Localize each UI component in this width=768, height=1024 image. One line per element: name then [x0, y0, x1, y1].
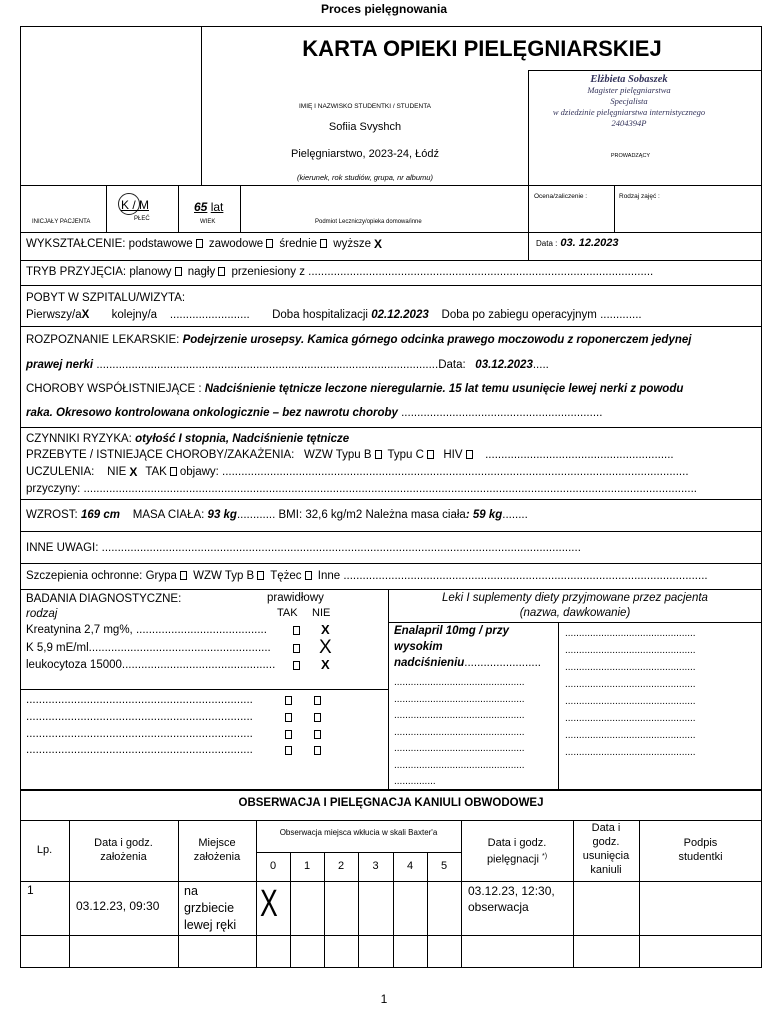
page-header: Proces pielęgnowania: [320, 2, 448, 16]
stamp-field: w dziedzinie pielęgniarstwa internistycznego: [552, 107, 706, 117]
diag-row-1-yes[interactable]: [293, 626, 300, 635]
scale-5: 5: [440, 860, 448, 872]
col-observation: Obserwacja miejsca wkłucia w skali Baxter'a: [279, 828, 438, 837]
student-program: Pielęgniarstwo, 2023-24, Łódź: [291, 148, 439, 160]
col-care-sup: *): [541, 853, 548, 860]
vaccine-flu: Grypa: [145, 570, 177, 582]
notes-row: [26, 541, 581, 555]
col-lp: Lp.: [36, 844, 53, 856]
diag-empty-3-no[interactable]: [314, 730, 321, 739]
meds-line: ...............................................: [565, 713, 696, 724]
education-basic-checkbox[interactable]: [196, 239, 203, 248]
row-care-1: 03.12.23, 12:30,: [468, 884, 555, 898]
meds-line: ...............................................: [565, 679, 696, 690]
stay-first: Pierwszy/a: [26, 309, 82, 321]
infection-dots: ...........................................................: [485, 449, 674, 461]
body-row: [26, 508, 528, 522]
age-unit: lat: [210, 200, 224, 214]
allergy-row: [26, 465, 689, 479]
allergy-label: UCZULENIA:: [26, 466, 95, 478]
vaccine-wzw-checkbox[interactable]: [257, 571, 264, 580]
row-place-1: na: [184, 884, 198, 898]
meds-line: ...............................................: [565, 628, 696, 639]
stay-first-mark: X: [81, 309, 90, 321]
col-removal: [573, 821, 639, 877]
education-vocational: zawodowe: [208, 238, 264, 250]
diag-empty-3: .......................................................................: [26, 728, 253, 740]
meds-line: ...............................................: [565, 645, 696, 656]
meds-left-lines: [394, 675, 525, 791]
student-program-hint: (kierunek, rok studiów, grupa, nr albumu): [297, 173, 433, 182]
meds-entry-3-text: nadciśnieniu: [394, 657, 465, 669]
comorbid-text2: raka. Okresowo kontrolowana onkologicznie – bez nawrotu choroby: [26, 407, 398, 419]
vaccine-dots: ..................................................................................................................: [343, 570, 708, 582]
stay-label: POBYT W SZPITALU/WIZYTA:: [26, 292, 186, 304]
meds-right-lines: [565, 625, 696, 761]
post-op-label: Doba po zabiegu operacyjnym .............: [441, 309, 642, 321]
cannula-title: OBSERWACJA I PIELĘGNACJA KANIULI OBWODOWEJ: [238, 797, 544, 809]
diag-empty-2: .......................................................................: [26, 711, 253, 723]
infection-label: PRZEBYTE / ISTNIEJĄCE CHOROBY/ZAKAŻENIA:: [26, 449, 295, 461]
height-value: 169 cm: [80, 509, 120, 521]
scale-3: 3: [372, 860, 379, 872]
student-name: Sofiia Svyshch: [328, 121, 402, 133]
vaccine-tetanus: Tężec: [270, 570, 302, 582]
wzw-b-checkbox[interactable]: [375, 450, 382, 459]
meds-line: ...............................................: [565, 662, 696, 673]
row-place-2: grzbiecie: [184, 901, 235, 915]
meds-line: ...............................................: [394, 726, 525, 738]
stamp-name: Elżbieta Sobaszek: [590, 74, 668, 85]
diag-row-2-yes[interactable]: [293, 644, 300, 653]
col-place-2: założenia: [193, 851, 241, 863]
class-label: Rodzaj zajęć :: [619, 193, 660, 200]
col-insertion-date-2: założenia: [100, 851, 147, 863]
normal-label: prawidłowy: [267, 592, 324, 604]
weight-value: 93 kg: [207, 509, 237, 521]
allergy-no-checkbox[interactable]: X: [129, 465, 138, 479]
grade-label: Ocena/zaliczenie :: [534, 193, 588, 200]
allergy-causes: przyczyny: ................................................................................................................................................................................................: [26, 483, 697, 495]
education-secondary-checkbox[interactable]: [320, 239, 327, 248]
date-label: Data :: [536, 239, 558, 248]
bmi-value: BMI: 32,6 kg/m2: [278, 509, 363, 521]
education-date: [536, 237, 619, 249]
comorbid-text: Nadciśnienie tętnicze leczone nieregularnie. 15 lat temu usunięcie lewej nerki z powodu: [204, 383, 684, 395]
admission-planned-checkbox[interactable]: [175, 267, 182, 276]
diag-empty-4: .......................................................................: [26, 744, 253, 756]
meds-line: ...............................................: [394, 677, 525, 688]
scale-1: 1: [303, 860, 311, 872]
row-place-3: lewej ręki: [184, 918, 237, 932]
stamp-number: 2404394P: [611, 118, 647, 128]
col-removal-1: Data i: [591, 822, 621, 834]
risk-label: CZYNNIKI RYZYKA:: [26, 433, 132, 445]
cannula-table: [20, 790, 762, 968]
infection-row: [26, 448, 674, 462]
scale-4: 4: [406, 860, 414, 872]
admission-urgent-checkbox[interactable]: [218, 267, 225, 276]
vaccine-flu-checkbox[interactable]: [180, 571, 187, 580]
diagnosis-text: Podejrzenie urosepsy. Kamica górnego odcinka prawego moczowodu z roponerczem jedynej: [182, 334, 692, 346]
due-weight-label: Należna masa ciała: [365, 509, 466, 521]
meds-header-line1: Leki I suplementy diety przyjmowane przez pacjenta: [442, 592, 708, 604]
vaccines-row: [26, 569, 708, 583]
vaccine-other: Inne: [317, 570, 341, 582]
col-signature-2: studentki: [678, 851, 723, 863]
stay-row: [26, 308, 642, 322]
due-weight-value: : 59 kg: [465, 509, 503, 521]
meds-line: ...............: [394, 776, 436, 787]
comorbid-line1: [26, 382, 683, 396]
stay-next: kolejny/a: [111, 309, 158, 321]
hiv-checkbox[interactable]: [466, 450, 473, 459]
meds-entry-3: [394, 657, 541, 669]
meds-entry-1: Enalapril 10mg / przy: [394, 625, 510, 637]
vaccine-wzw: WZW Typ B: [193, 570, 255, 582]
meds-header-line2: (nazwa, dawkowanie): [519, 607, 631, 619]
patient-sex-label: PŁEĆ: [134, 216, 150, 222]
diag-empty-3-yes[interactable]: [285, 730, 292, 739]
meds-line: ...............................................: [565, 696, 696, 707]
diagnosis-line1: [26, 333, 691, 347]
weight-label: MASA CIAŁA:: [132, 509, 205, 521]
scale-2: 2: [337, 860, 345, 872]
diagnosis-label: ROZPOZNANIE LEKARSKIE:: [26, 334, 180, 346]
stamp-title: Magister pielęgniarstwa: [587, 85, 671, 95]
meds-entry-3-dots: ........................: [464, 657, 541, 669]
diag-empty-4-no[interactable]: [314, 746, 321, 755]
meds-line: ...............................................: [565, 747, 696, 758]
diagnosis-tail: .....: [532, 359, 549, 371]
diag-empty-2-no[interactable]: [314, 713, 321, 722]
no-col-label: NIE: [312, 607, 331, 619]
wzw-c: Typu C: [387, 449, 424, 461]
facility-label: Podmiot Leczniczy/opieka domowa/inne: [315, 219, 422, 225]
col-insertion-date-1: Data i godz.: [94, 837, 153, 849]
height-label: WZROST:: [26, 509, 78, 521]
col-care-2: [461, 850, 573, 867]
education-secondary: średnie: [279, 238, 318, 250]
admission-label: TRYB PRZYJĘCIA:: [26, 266, 127, 278]
row-insertion-date: 03.12.23, 09:30: [76, 899, 160, 913]
page-number: 1: [380, 992, 388, 1006]
meds-line: ...............................................: [565, 730, 696, 741]
meds-line: ...............................................: [394, 693, 525, 705]
diag-row-3: leukocytoza 15000................................................: [26, 659, 276, 671]
education-basic: podstawowe: [128, 238, 193, 250]
diagnostics-sub: rodzaj: [26, 608, 58, 620]
meds-line: ...............................................: [394, 759, 525, 771]
diagnosis-date-label: Data:: [438, 359, 466, 371]
education-vocational-checkbox[interactable]: [266, 239, 273, 248]
meds-header: [388, 591, 762, 621]
diagnosis-date: 03.12.2023: [475, 359, 533, 371]
diagnosis-dots: ...........................................................................................................: [96, 359, 439, 371]
yes-col-label: TAK: [277, 607, 298, 619]
col-removal-4: kaniuli: [590, 864, 622, 876]
allergy-symptoms: objawy: ..................................................................................................................................................: [179, 466, 689, 478]
date-value: 03. 12.2023: [560, 237, 619, 249]
meds-entry-2: wysokim: [394, 641, 443, 653]
comorbid-dots: ...............................................................: [401, 407, 603, 419]
instructor-label: PROWADZĄCY: [610, 153, 651, 159]
patient-age[interactable]: [194, 200, 223, 214]
education-higher-checkbox[interactable]: X: [373, 237, 382, 251]
col-removal-2: godz.: [592, 836, 620, 848]
col-place-1: Miejsce: [198, 837, 236, 849]
diag-row-1: Kreatynina 2,7 mg%, .........................................: [26, 624, 267, 636]
patient-initials-label: INICJAŁY PACJENTA: [32, 219, 91, 225]
risk-row: [26, 432, 349, 446]
allergy-yes: TAK: [145, 466, 167, 478]
admission-transferred: przeniesiony z: [231, 266, 305, 278]
admission-urgent: nagły: [187, 266, 216, 278]
col-removal-3: usunięcia: [582, 850, 630, 862]
diag-empty-1: .......................................................................: [26, 694, 253, 706]
col-care-2-text: pielęgnacji: [486, 853, 539, 866]
wzw-c-checkbox[interactable]: [427, 450, 434, 459]
student-label: IMIĘ I NAZWISKO STUDENTKI / STUDENTA: [298, 103, 432, 110]
due-weight-tail: ........: [502, 509, 528, 521]
allergy-no: NIE: [107, 466, 127, 478]
patient-age-label: WIEK: [200, 219, 216, 225]
admission-dots: ............................................................................................................: [308, 266, 654, 278]
hosp-label: Doba hospitalizacji: [272, 309, 368, 321]
row-place: [184, 883, 236, 934]
patient-sex[interactable]: K / M: [121, 198, 150, 212]
diag-row-3-yes[interactable]: [293, 661, 300, 670]
hosp-value: 02.12.2023: [371, 309, 429, 321]
education-higher: wyższe: [333, 238, 371, 250]
diag-row-1-no-mark[interactable]: X: [321, 622, 330, 637]
stamp-specialist: Specjalista: [610, 96, 648, 106]
instructor-stamp: [531, 74, 727, 129]
diag-empty-1-yes[interactable]: [285, 696, 292, 705]
comorbid-label: CHOROBY WSPÓŁISTNIEJĄCE :: [26, 383, 202, 395]
col-signature: [639, 836, 762, 864]
comorbid-line2: [26, 406, 602, 420]
admission-planned: planowy: [129, 266, 172, 278]
col-care-1: Data i godz.: [487, 837, 547, 849]
row-care: [468, 883, 555, 915]
allergy-yes-checkbox[interactable]: [170, 467, 177, 476]
risk-value: otyłość I stopnia, Nadciśnienie tętnicze: [135, 433, 350, 445]
diag-empty-4-yes[interactable]: [285, 746, 292, 755]
col-care: [461, 836, 573, 867]
col-signature-1: Podpis: [683, 837, 718, 849]
col-insertion-date: [69, 836, 178, 864]
vaccine-tetanus-checkbox[interactable]: [305, 571, 312, 580]
stay-dots: .........................: [169, 309, 250, 321]
weight-dots: ............: [236, 509, 276, 521]
age-value: 65: [194, 200, 208, 214]
admission-row: [26, 265, 653, 279]
notes-dots: ......................................................................................................................................................: [101, 542, 581, 554]
diagnostics-label: BADANIA DIAGNOSTYCZNE:: [26, 593, 182, 605]
col-place: [178, 836, 256, 864]
row-care-2: obserwacja: [468, 900, 529, 914]
wzw-b: WZW Typu B: [303, 449, 372, 461]
diag-empty-2-yes[interactable]: [285, 713, 292, 722]
education-label: WYKSZTAŁCENIE:: [26, 238, 126, 250]
diag-empty-1-no[interactable]: [314, 696, 321, 705]
vaccines-label: Szczepienia ochronne:: [26, 570, 143, 582]
education-row: [26, 237, 387, 251]
diag-row-2: K 5,9 mE/ml.........................................................: [26, 642, 271, 654]
meds-line: ...............................................: [394, 710, 525, 721]
diag-row-3-no-mark[interactable]: X: [321, 657, 330, 672]
row-score-0-mark[interactable]: X: [260, 883, 278, 925]
notes-label: INNE UWAGI:: [26, 542, 99, 554]
row-lp: 1: [27, 883, 34, 897]
diagnosis-line2: [26, 358, 549, 372]
hiv: HIV: [443, 449, 463, 461]
diag-row-2-no-mark[interactable]: X: [319, 637, 332, 658]
diagnosis-text2: prawej nerki: [26, 359, 94, 371]
meds-line: ...............................................: [394, 743, 525, 754]
scale-0: 0: [269, 860, 277, 872]
form-title: KARTA OPIEKI PIELĘGNIARSKIEJ: [302, 36, 662, 61]
